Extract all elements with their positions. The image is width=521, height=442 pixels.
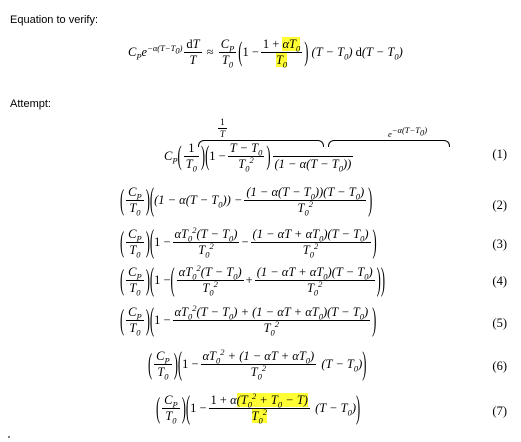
equation-2: ( $\frac{C_P}{T_0}$ ) ( $(1 - \alpha(T - T_0))$ − $\frac{(1 - \alpha(T - T_0))(T - T_0)}{T_0^2}$ ): [120, 181, 373, 218]
page-corner-mark: [8, 436, 10, 438]
equation-number-3: (3): [492, 237, 507, 251]
equation-to-verify-label: Equation to verify:: [10, 14, 99, 26]
equation-number-2: (2): [492, 198, 507, 212]
attempt-label: Attempt:: [10, 98, 51, 110]
equation-number-6: (6): [492, 359, 507, 373]
equation-4: ( $\frac{C_P}{T_0}$ ) ( 1 − ( $\frac{\alpha T_0^2(T - T_0)}{T_0^2}$ + $\frac{(1 - \alpha T + \alpha T_0)(T - T_0)}{T_0^2}$ ) ): [120, 261, 386, 298]
equation-number-5: (5): [492, 316, 507, 330]
equation-number-1: (1): [492, 147, 507, 161]
equation-number-7: (7): [492, 404, 507, 418]
equation-3: ( $\frac{C_P}{T_0}$ ) ( 1 − $\frac{\alpha T_0^2(T - T_0)}{T_0^2}$ − $\frac{(1 - \alpha T + \alpha T_0)(T - T_0)}{T_0^2}$ ): [120, 223, 377, 260]
equation-number-4: (4): [492, 274, 507, 288]
equation-7: ( $\frac{C_P}{T_0}$ ) ( 1 − $\frac{1 + \alpha(T_0^2 + T_0 - T)}{T_0^2}$ $(T - T_0)$ ): [156, 389, 361, 426]
equation-6: ( $\frac{C_P}{T_0}$ ) ( 1 − $\frac{\alpha T_0^2 + (1 - \alpha T + \alpha T_0)}{T_0^2}$ $(T - T_0)$ ): [148, 345, 367, 382]
equation-5: ( $\frac{C_P}{T_0}$ ) ( 1 − $\frac{\alpha T_0^2(T - T_0) + (1 - \alpha T + \alpha T_0)(T - T_0)}{T_0^2}$ ): [120, 301, 377, 338]
target-equation: $C_Pe^{-\alpha(T-T_0)}$ $\frac{dT}{T}$ ≈ $\frac{C_P}{T_0}$ ( 1 − $\frac{1 + \alpha T_0}{T_0}$ ) $(T - T_0)$ $d(T - T_0)$: [128, 36, 403, 69]
